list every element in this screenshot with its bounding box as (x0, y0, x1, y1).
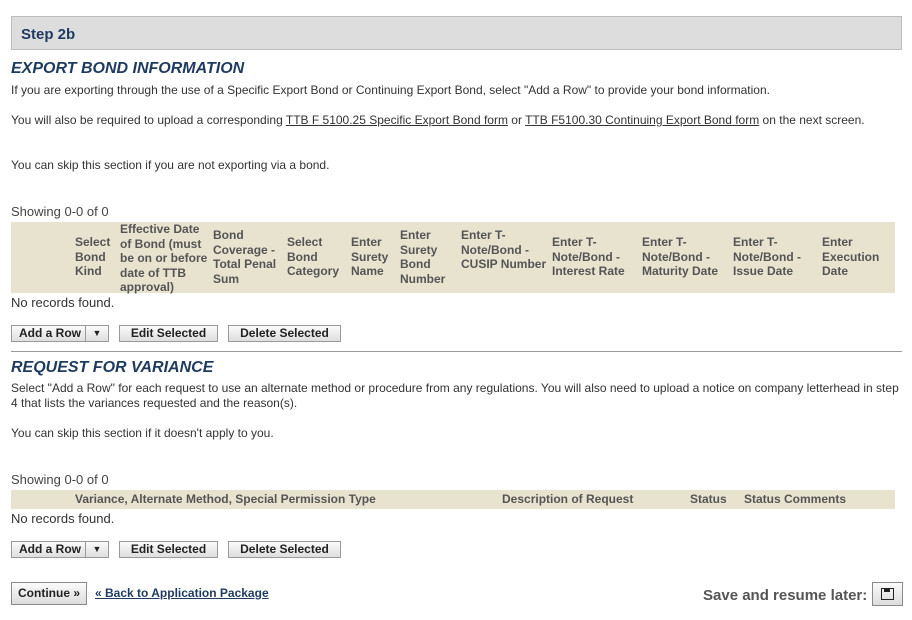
floppy-disk-icon (881, 588, 894, 600)
add-row-label: Add a Row (19, 542, 81, 556)
col-bond-coverage[interactable]: Bond Coverage - Total Penal Sum (213, 228, 277, 286)
variance-delete-selected-button[interactable]: Delete Selected (228, 541, 341, 558)
export-bond-title: EXPORT BOND INFORMATION (11, 60, 245, 77)
variance-title: REQUEST FOR VARIANCE (11, 359, 214, 376)
save-resume-button[interactable] (872, 582, 903, 606)
chevron-down-icon[interactable]: ▼ (85, 542, 108, 557)
chevron-down-icon[interactable]: ▼ (85, 326, 108, 341)
col-effective-date[interactable]: Effective Date of Bond (must be on or before date of TTB approval) (120, 222, 208, 294)
continuing-export-bond-form-link[interactable]: TTB F5100.30 Continuing Export Bond form (525, 113, 760, 127)
col-variance-type[interactable]: Variance, Alternate Method, Special Permission Type (75, 492, 376, 506)
upload-note-or: or (507, 113, 526, 127)
col-interest-rate[interactable]: Enter T-Note/Bond - Interest Rate (552, 235, 625, 278)
col-status[interactable]: Status (690, 492, 727, 506)
export-bond-intro: If you are exporting through the use of a Specific Export Bond or Continuing Export Bond, select "Add a Row" to provide your bond information. (11, 83, 770, 97)
variance-skip-note: You can skip this section if it doesn't apply to you. (11, 426, 274, 440)
col-maturity-date[interactable]: Enter T-Note/Bond - Maturity Date (642, 235, 719, 278)
export-bond-pagination: Showing 0-0 of 0 (11, 204, 109, 219)
export-bond-delete-selected-button[interactable]: Delete Selected (228, 325, 341, 342)
specific-export-bond-form-link[interactable]: TTB F 5100.25 Specific Export Bond form (285, 113, 508, 127)
export-bond-add-row-button[interactable] (11, 325, 109, 342)
col-select-bond-kind[interactable]: Select Bond Kind (75, 235, 111, 278)
variance-edit-selected-button[interactable]: Edit Selected (119, 541, 218, 558)
upload-note-suffix: on the next screen. (759, 113, 865, 127)
col-surety-bond-number[interactable]: Enter Surety Bond Number (400, 228, 446, 286)
export-bond-no-records: No records found. (11, 295, 115, 310)
step-title: Step 2b (21, 26, 76, 43)
add-row-label: Add a Row (19, 326, 81, 340)
col-execution-date[interactable]: Enter Execution Date (822, 235, 880, 278)
variance-intro: Select "Add a Row" for each request to use an alternate method or procedure from any regulations. You will also need to upload a notice on company letterhead in step 4 that lists the variances requested and the reason(s). (11, 381, 899, 410)
upload-note-prefix: You will also be required to upload a corresponding (11, 113, 286, 127)
back-to-application-package-link[interactable]: « Back to Application Package (95, 586, 269, 600)
section-divider (11, 351, 902, 352)
col-surety-name[interactable]: Enter Surety Name (351, 235, 389, 278)
col-status-comments[interactable]: Status Comments (744, 492, 847, 506)
export-bond-skip-note: You can skip this section if you are not exporting via a bond. (11, 158, 330, 172)
variance-no-records: No records found. (11, 511, 115, 526)
step-header (11, 16, 902, 50)
export-bond-upload-note (11, 113, 901, 128)
col-bond-category[interactable]: Select Bond Category (287, 235, 340, 278)
col-description[interactable]: Description of Request (502, 492, 634, 506)
variance-add-row-button[interactable] (11, 541, 109, 558)
col-issue-date[interactable]: Enter T-Note/Bond - Issue Date (733, 235, 801, 278)
col-cusip-number[interactable]: Enter T-Note/Bond - CUSIP Number (461, 228, 547, 271)
continue-button[interactable]: Continue » (11, 582, 87, 605)
export-bond-edit-selected-button[interactable]: Edit Selected (119, 325, 218, 342)
save-resume-label: Save and resume later: (703, 587, 868, 604)
variance-grid-header (11, 490, 895, 509)
export-bond-grid-header (11, 222, 895, 293)
variance-pagination: Showing 0-0 of 0 (11, 472, 109, 487)
